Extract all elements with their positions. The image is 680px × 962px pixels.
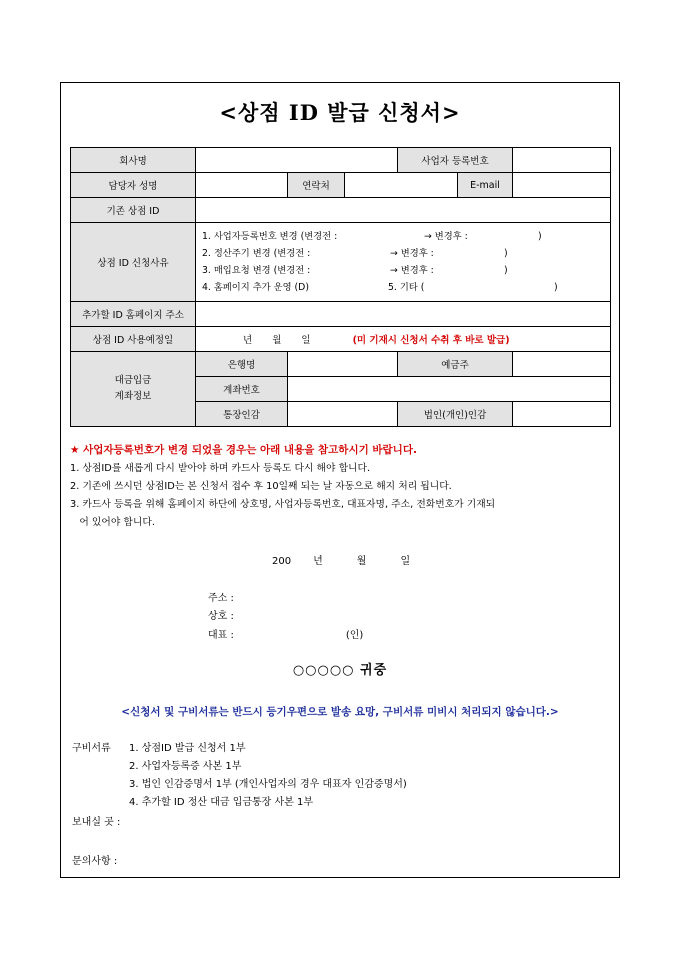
bank-name-field[interactable]	[288, 352, 398, 377]
mail-notice: <신청서 및 구비서류는 반드시 등기우편으로 발송 요망, 구비서류 미비시 처리되지 않습니다.>	[121, 706, 559, 718]
applicant-rep: 대표 : (인)	[208, 630, 364, 641]
document-item: 4. 추가할 ID 정산 대금 입금통장 사본 1부	[129, 797, 314, 808]
bankbook-seal-field[interactable]	[288, 402, 398, 427]
document-item: 1. 상점ID 발급 신청서 1부	[129, 743, 246, 754]
company-name-field[interactable]	[196, 148, 398, 173]
contact-name-label: 담당자 성명	[71, 173, 196, 198]
phone-label: 연락처	[288, 173, 345, 198]
notice-line: 2. 기존에 쓰시던 상점ID는 본 신청서 접수 후 10일째 되는 날 자동으로 해지 처리 됩니다.	[70, 481, 452, 492]
reason-item: 2. 정산주기 변경 (변경전 : → 변경후 : )	[202, 248, 508, 259]
notice-heading: ★ 사업자등록번호가 변경 되었을 경우는 아래 내용을 참고하시기 바랍니다.	[70, 444, 417, 456]
reason-label: 상점 ID 신청사유	[71, 223, 196, 302]
business-reg-no-field[interactable]	[513, 148, 611, 173]
seal-mark: (인)	[345, 630, 364, 641]
existing-id-label: 기존 상점 ID	[71, 198, 196, 223]
applicant-address: 주소 :	[208, 593, 234, 604]
document-item: 3. 법인 인감증명서 1부 (개인사업자의 경우 대표자 인감증명서)	[129, 779, 407, 790]
notice-line: 3. 카드사 등록을 위해 홈페이지 하단에 상호명, 사업자등록번호, 대표자명, 주소, 전화번호가 기재되	[70, 499, 496, 510]
business-reg-no-label: 사업자 등록번호	[398, 148, 513, 173]
applicant-company: 상호 :	[208, 611, 234, 622]
company-name-label: 회사명	[71, 148, 196, 173]
bank-name-label: 은행명	[196, 352, 288, 377]
contact-name-field[interactable]	[196, 173, 288, 198]
account-no-label: 계좌번호	[196, 377, 288, 402]
email-field[interactable]	[513, 173, 611, 198]
homepage-field[interactable]	[196, 302, 611, 327]
page-title: <상점 ID 발급 신청서>	[219, 100, 461, 125]
depositor-label: 예금주	[398, 352, 513, 377]
star-icon: ★	[70, 444, 80, 456]
email-label: E-mail	[458, 173, 513, 198]
document-item: 2. 사업자등록증 사본 1부	[129, 761, 242, 772]
depositor-field[interactable]	[513, 352, 611, 377]
homepage-label: 추가할 ID 홈페이지 주소	[71, 302, 196, 327]
notice-line: 어 있어야 합니다.	[70, 517, 155, 528]
send-to: 보내실 곳 :	[72, 817, 121, 828]
planned-date-label: 상점 ID 사용예정일	[71, 327, 196, 352]
reason-item: 3. 매입요청 변경 (변경전 : → 변경후 : )	[202, 265, 508, 276]
inquiry: 문의사항 :	[72, 856, 118, 867]
date-note: (미 기재시 신청서 수취 후 바로 발급)	[352, 335, 510, 346]
corp-seal-label: 법인(개인)인감	[398, 402, 513, 427]
existing-id-field[interactable]	[196, 198, 611, 223]
reason-item: 4. 홈페이지 추가 운영 (D) 5. 기타 ( )	[202, 282, 558, 293]
account-info-label: 대금입금 계좌정보	[71, 352, 196, 427]
notice-line: 1. 상점ID를 새롭게 다시 받아야 하며 카드사 등록도 다시 해야 합니다.	[70, 463, 371, 474]
reason-field[interactable]	[196, 223, 611, 302]
recipient: ○○○○○ 귀중	[292, 663, 388, 678]
phone-field[interactable]	[345, 173, 458, 198]
notice-list	[70, 460, 610, 532]
corp-seal-field[interactable]	[513, 402, 611, 427]
account-no-field[interactable]	[288, 377, 611, 402]
reason-item: 1. 사업자등록번호 변경 (변경전 : → 변경후 : )	[202, 231, 542, 242]
application-date: 200 년 월 일	[272, 556, 411, 567]
bankbook-seal-label: 통장인감	[196, 402, 288, 427]
planned-date-field[interactable]: 년 월 일 (미 기재시 신청서 수취 후 바로 발급)	[196, 327, 611, 352]
application-form-table	[70, 147, 611, 427]
documents-label: 구비서류	[72, 743, 111, 754]
